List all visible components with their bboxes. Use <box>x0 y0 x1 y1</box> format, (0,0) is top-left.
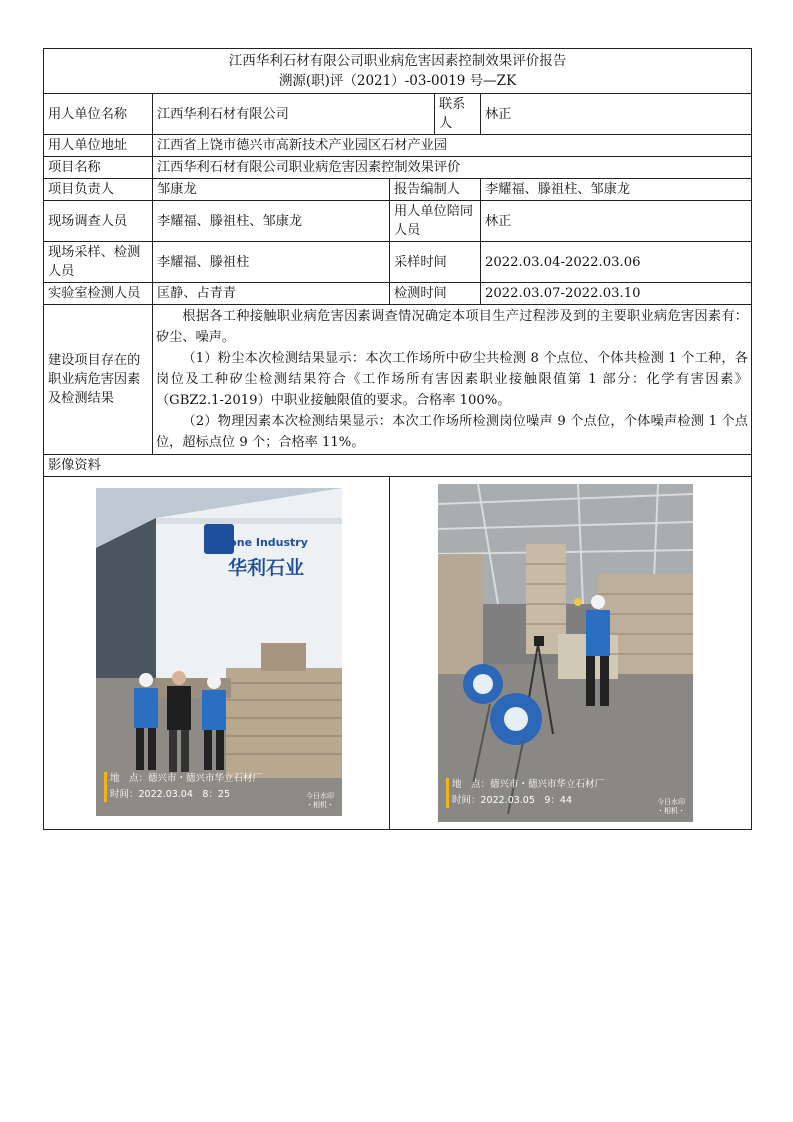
survey-label: 现场调查人员 <box>44 201 153 242</box>
site-photo-factory-exterior <box>96 488 342 816</box>
report-number: 溯源(职)评（2021）-03-0019 号—ZK <box>278 73 517 89</box>
workshop-sampling-image <box>438 484 693 822</box>
test-time-value: 2022.03.07-2022.03.10 <box>481 283 752 305</box>
watermark-logo <box>657 798 685 816</box>
watermark-logo <box>306 792 334 810</box>
hazard-results <box>153 305 752 455</box>
watermark-left <box>110 772 262 801</box>
photo-cell-right <box>390 477 752 830</box>
compiler-label: 报告编制人 <box>390 179 481 201</box>
hazard-paragraph-noise: （2）物理因素本次检测结果显示：本次工作场所检测岗位噪声 9 个点位，个体噪声检测 1 个点位，超标点位 9 个；合格率 11%。 <box>156 414 748 450</box>
factory-exterior-image <box>96 488 342 816</box>
watermark-left <box>452 778 604 807</box>
watermark-logo-line2: ・相机・ <box>657 807 685 815</box>
project-label: 项目名称 <box>44 157 153 179</box>
lab-staff-label: 实验室检测人员 <box>44 283 153 305</box>
address-label: 用人单位地址 <box>44 135 153 157</box>
watermark-bar <box>104 772 107 802</box>
watermark-logo-line1: 今日水印 <box>306 792 334 800</box>
report-table <box>43 48 752 830</box>
site-photo-workshop-sampling <box>438 484 693 822</box>
sampling-time-value: 2022.03.04-2022.03.06 <box>481 242 752 283</box>
employer-label: 用人单位名称 <box>44 94 153 135</box>
photo-cell-left <box>44 477 390 830</box>
leader-value: 邹康龙 <box>153 179 390 201</box>
photo-time: 时间：2022.03.05 9：44 <box>452 795 573 806</box>
contact-label: 联系人 <box>435 94 481 135</box>
images-label: 影像资料 <box>44 455 752 477</box>
watermark-logo-line2: ・相机・ <box>306 801 334 809</box>
sampling-staff-label: 现场采样、检测人员 <box>44 242 153 283</box>
test-time-label: 检测时间 <box>390 283 481 305</box>
report-title: 江西华利石材有限公司职业病危害因素控制效果评价报告 <box>228 53 567 69</box>
project-value: 江西华利石材有限公司职业病危害因素控制效果评价 <box>153 157 752 179</box>
hazard-label: 建设项目存在的职业病危害因素及检测结果 <box>44 305 153 455</box>
hazard-paragraph-intro: 根据各工种接触职业病危害因素调查情况确定本项目生产过程涉及到的主要职业病危害因素有：矽尘、噪声。 <box>156 309 748 345</box>
photo-time: 时间：2022.03.04 8：25 <box>110 789 231 800</box>
address-value: 江西省上饶市德兴市高新技术产业园区石材产业园 <box>153 135 752 157</box>
sign-chinese: 华利石业 <box>228 557 305 579</box>
compiler-value: 李耀福、滕祖柱、邹康龙 <box>481 179 752 201</box>
sampling-time-label: 采样时间 <box>390 242 481 283</box>
sampling-staff-value: 李耀福、滕祖柱 <box>153 242 390 283</box>
photo-location: 地 点：德兴市・德兴市华立石材厂 <box>110 773 263 784</box>
escort-value: 林正 <box>481 201 752 242</box>
sign-english: Stone Industry <box>216 536 308 549</box>
watermark-bar <box>446 778 449 808</box>
escort-label: 用人单位陪同人员 <box>390 201 481 242</box>
lab-staff-value: 匡静、占青青 <box>153 283 390 305</box>
leader-label: 项目负责人 <box>44 179 153 201</box>
contact-value: 林正 <box>481 94 752 135</box>
photo-location: 地 点：德兴市・德兴市华立石材厂 <box>452 779 605 790</box>
hazard-paragraph-dust: （1）粉尘本次检测结果显示：本次工作场所中矽尘共检测 8 个点位、个体共检测 1 个工种，各岗位及工种矽尘检测结果符合《工作场所有害因素职业接触限值第 1 部分：化学有害因素》（GBZ2.1-2019）中职业接触限值的要求。合格率 100%。 <box>156 351 748 408</box>
watermark-logo-line1: 今日水印 <box>657 798 685 806</box>
survey-value: 李耀福、滕祖柱、邹康龙 <box>153 201 390 242</box>
report-header <box>44 49 752 94</box>
employer-value: 江西华利石材有限公司 <box>153 94 435 135</box>
report-document <box>43 48 751 830</box>
